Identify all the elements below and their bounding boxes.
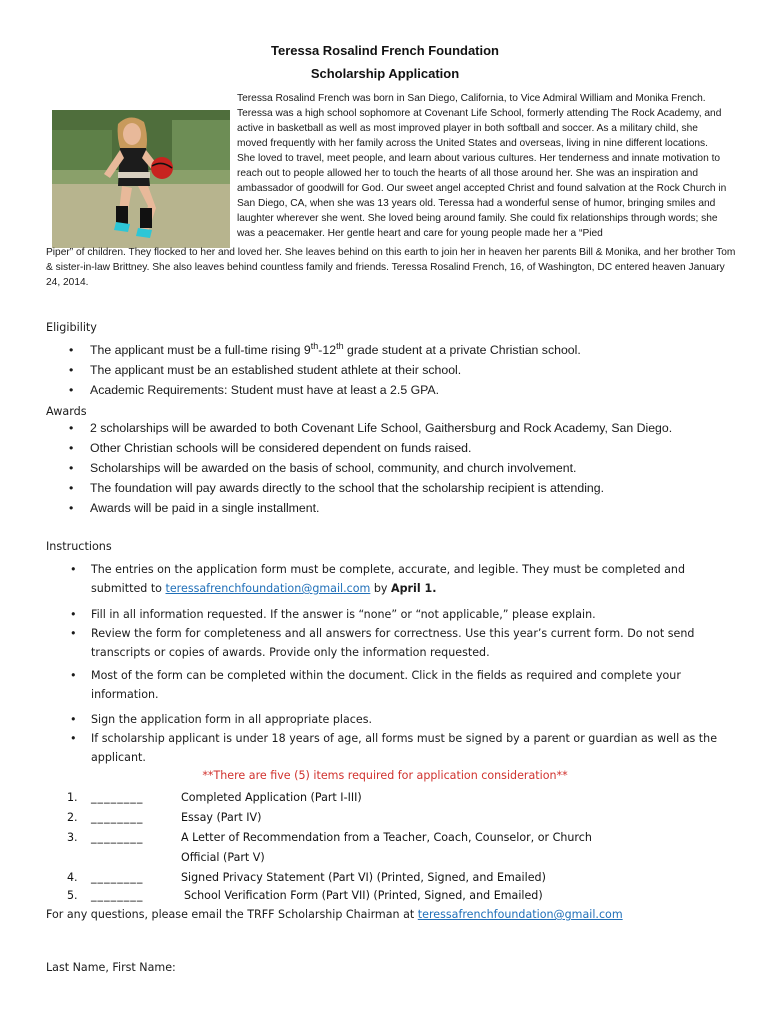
- list-item: • 2 scholarships will be awarded to both Covenant Life School, Gaithersburg and Rock Academy, San Diego.: [90, 420, 690, 437]
- item-number: 4.: [67, 871, 78, 884]
- list-item: • Most of the form can be completed within the document. Click in the fields as required and complete your information.: [91, 666, 731, 704]
- required-items-note: **There are five (5) items required for application consideration**: [202, 769, 568, 782]
- checkbox-blank[interactable]: ________: [91, 889, 144, 902]
- athlete-photo-icon: [52, 110, 230, 248]
- instructions-heading: Instructions: [46, 540, 112, 553]
- contact-line: For any questions, please email the TRFF Scholarship Chairman at teressafrenchfoundation@gmail.com: [46, 908, 623, 921]
- list-item: • Review the form for completeness and all answers for correctness. Use this year’s current form. Do not send transcripts or copies of awards. Provide only the information requested.: [91, 624, 731, 662]
- checkbox-blank[interactable]: ________: [91, 811, 144, 824]
- list-item: • The applicant must be a full-time rising 9th-12th grade student at a private Christian school.: [90, 340, 750, 360]
- application-subtitle: Scholarship Application: [310, 66, 460, 81]
- awards-list: [90, 420, 690, 517]
- checkbox-blank[interactable]: ________: [91, 831, 144, 844]
- name-field-label: Last Name, First Name:: [46, 961, 176, 974]
- item-number: 1.: [67, 791, 78, 804]
- checkbox-blank[interactable]: ________: [91, 791, 144, 804]
- awards-heading: Awards: [46, 405, 87, 418]
- biography-paragraph-continued: Piper” of children. They flocked to her and loved her. She leaves behind on this earth to join her in heaven her parents Bill & Monika, and her brother Tom & sister-in-law Brittney. She also leaves behind countless family and friends. Teressa Rosalind French, 16, of Washington, DC entered heaven January 24, 2014.: [46, 247, 736, 288]
- required-item: Essay (Part IV): [181, 811, 262, 824]
- list-item: • Other Christian schools will be considered dependent on funds raised.: [90, 440, 690, 457]
- list-item: • Scholarships will be awarded on the basis of school, community, and church involvement.: [90, 460, 690, 477]
- required-item: Completed Application (Part I-III): [181, 791, 362, 804]
- contact-email-link[interactable]: teressafrenchfoundation@gmail.com: [417, 908, 623, 921]
- email-link[interactable]: teressafrenchfoundation@gmail.com: [165, 582, 371, 595]
- biography-paragraph: Teressa Rosalind French was born in San Diego, California, to Vice Admiral William and Monika French. Teressa was a high school sophomore at Covenant Life School, formerly attending The Rock Academy, and active in basketball as well as most improved player in both softball and soccer. As a military child, she moved frequently with her family across the United States and overseas, living in nine different locations. She loved to travel, meet people, and learn about various cultures. Her tenderness and innate motivation to reach out to people allowed her to touch the hearts of all those around her. She was an inspiration and ambassador of goodwill for God. Our sweet angel accepted Christ and found salvation at the Rock Church in San Diego, CA, when she was 13 years old. Teressa had a wonderful sense of humor, bringing smiles and laughter wherever she went. She loved being around family. She could fix relationships through words; she was a peacemaker. Her gentle heart and care for young people made her a “Pied: [237, 93, 727, 239]
- instructions-list: [91, 560, 731, 767]
- required-item: Signed Privacy Statement (Part VI) (Printed, Signed, and Emailed): [181, 871, 546, 884]
- athlete-photo: [52, 110, 230, 248]
- required-item: School Verification Form (Part VII) (Printed, Signed, and Emailed): [184, 889, 543, 902]
- list-item: • If scholarship applicant is under 18 years of age, all forms must be signed by a parent or guardian as well as the applicant.: [91, 729, 731, 767]
- list-item: • The entries on the application form must be complete, accurate, and legible. They must be completed and submitted to teressafrenchfoundation@gmail.com by April 1.: [91, 560, 731, 598]
- eligibility-list: [90, 340, 750, 400]
- list-item: • The foundation will pay awards directly to the school that the scholarship recipient is attending.: [90, 480, 690, 497]
- required-item: A Letter of Recommendation from a Teacher, Coach, Counselor, or Church Official (Part V): [181, 831, 592, 864]
- list-item: • Sign the application form in all appropriate places.: [91, 710, 731, 729]
- list-item: • Fill in all information requested. If the answer is “none” or “not applicable,” please explain.: [91, 605, 731, 624]
- item-number: 2.: [67, 811, 78, 824]
- checkbox-blank[interactable]: ________: [91, 871, 144, 884]
- item-number: 5.: [67, 889, 78, 902]
- eligibility-heading: Eligibility: [46, 321, 97, 334]
- list-item: • Academic Requirements: Student must have at least a 2.5 GPA.: [90, 380, 750, 400]
- list-item: • The applicant must be an established student athlete at their school.: [90, 360, 750, 380]
- list-item: • Awards will be paid in a single installment.: [90, 500, 690, 517]
- foundation-title: Teressa Rosalind French Foundation: [270, 43, 499, 58]
- item-number: 3.: [67, 831, 78, 844]
